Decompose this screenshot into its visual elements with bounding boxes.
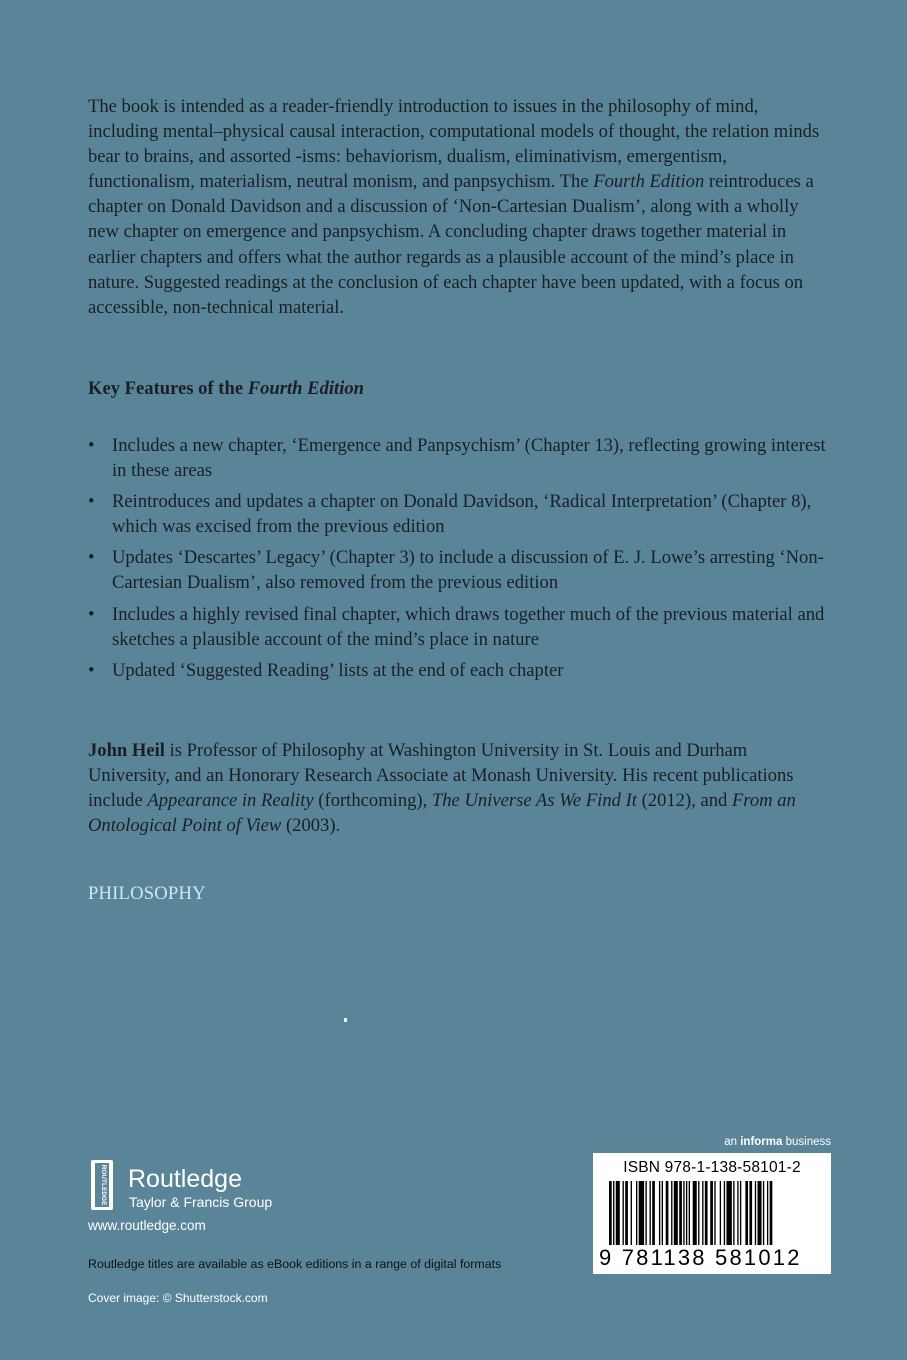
informa-business-tag: an informa business [724,1136,831,1148]
print-mark [344,1018,347,1022]
barcode-bar [623,1181,624,1245]
isbn-barcode [593,1153,831,1274]
barcode-bar [763,1181,764,1245]
barcode-bar [710,1181,713,1245]
cover-credit: Cover image: © Shutterstock.com [88,1291,268,1305]
isbn-label: ISBN 978-1-138-58101-2 [623,1159,801,1176]
feature-item: • Reintroduces and updates a chapter on Donald Davidson, ‘Radical Interpretation’ (Chapter 8), which was excised from the previous edition [88,489,828,539]
barcode-bar [679,1181,682,1245]
barcode-bar [733,1181,734,1245]
feature-item: • Updated ‘Suggested Reading’ lists at the end of each chapter [88,658,828,683]
feature-item: • Includes a highly revised final chapter, which draws together much of the previous material and sketches a plausible account of the mind’s place in nature [88,602,828,652]
feature-item: • Includes a new chapter, ‘Emergence and Panpsychism’ (Chapter 13), reflecting growing interest in these areas [88,433,828,483]
key-features-list [88,433,828,689]
book-description [88,94,828,320]
barcode-bar [631,1181,632,1245]
barcode-bar [645,1181,646,1245]
barcode-bar [702,1181,703,1245]
barcode-bar [755,1181,756,1245]
author-name: John Heil [88,740,165,761]
barcode-bar [616,1181,620,1245]
barcode-bar [726,1181,731,1245]
book-title: Appearance in Reality [147,790,314,812]
barcode-bar [737,1181,738,1245]
barcode-bar [745,1181,748,1245]
routledge-emblem-icon [88,1160,118,1210]
barcode-bar [662,1181,663,1245]
barcode-bar [724,1181,725,1245]
barcode-bar [714,1181,715,1245]
barcode-bar [693,1181,697,1245]
barcode-bar [609,1181,612,1245]
barcode-bar [666,1181,669,1245]
publisher-name: Routledge [128,1165,242,1193]
barcode-bars [607,1181,817,1247]
barcode-bar [758,1181,762,1245]
barcode-bar [650,1181,651,1245]
author-bio: John Heil is Professor of Philosophy at Washington University in St. Louis and Durham University, and an Honorary Research Associate at Monash University. His recent publications include Appearance in Reality (forthcoming), The Universe As We Find It (2012), and From an Ontological Point of View (2003). [88,740,796,837]
barcode-bar [705,1181,708,1245]
barcode-bar [639,1181,644,1245]
barcode-bar [652,1181,655,1245]
svg-text:ROUTLEDGE: ROUTLEDGE [100,1164,107,1206]
barcode-bar [613,1181,614,1245]
edition-name: Fourth Edition [593,171,705,193]
feature-item: • Updates ‘Descartes’ Legacy’ (Chapter 3) to include a discussion of E. J. Lowe’s arresting ‘Non-Cartesian Dualism’, also removed from the previous edition [88,545,828,595]
barcode-bar [659,1181,660,1245]
barcode-bar [625,1181,628,1245]
barcode-bar [698,1181,699,1245]
ebook-note: Routledge titles are available as eBook editions in a range of digital formats [88,1257,502,1271]
barcode-bar [674,1181,678,1245]
barcode-bar [689,1181,690,1245]
barcode-bar [740,1181,741,1245]
description-paragraph: The book is intended as a reader-friendly introduction to issues in the philosophy of mind, including mental–physical causal interaction, computational models of thought, the relation minds bear to brains, and assorted -isms: behaviorism, dualism, eliminativism, emergentism, functionalism, materialism, neutral monism, and panpsychism. The Fourth Edition reintroduces a chapter on Donald Davidson and a discussion of ‘Non-Cartesian Dualism’, along with a wholly new chapter on emergence and panpsychism. A concluding chapter draws together material in earlier chapters and offers what the author regards as a plausible account of the mind’s place in nature. Suggested readings at the conclusion of each chapter have been updated, with a focus on accessible, non-technical material. [88,96,820,318]
publisher-tagline: Taylor & Francis Group [129,1194,273,1210]
book-title: From an Ontological Point of View [88,790,796,837]
barcode-bar [671,1181,672,1245]
barcode-bar [636,1181,637,1245]
subject-category: PHILOSOPHY [88,883,206,904]
barcode-bar [749,1181,752,1245]
book-title: The Universe As We Find It [431,790,637,812]
barcode-bar [686,1181,687,1245]
barcode-bar [770,1181,773,1245]
barcode-digits: 9 781138 581012 [599,1245,802,1270]
barcode-bar [767,1181,768,1245]
publisher-website: www.routledge.com [88,1218,206,1233]
key-features-heading: Key Features of the Fourth Edition [88,378,364,399]
barcode-bar [720,1181,721,1245]
barcode-bar [683,1181,684,1245]
